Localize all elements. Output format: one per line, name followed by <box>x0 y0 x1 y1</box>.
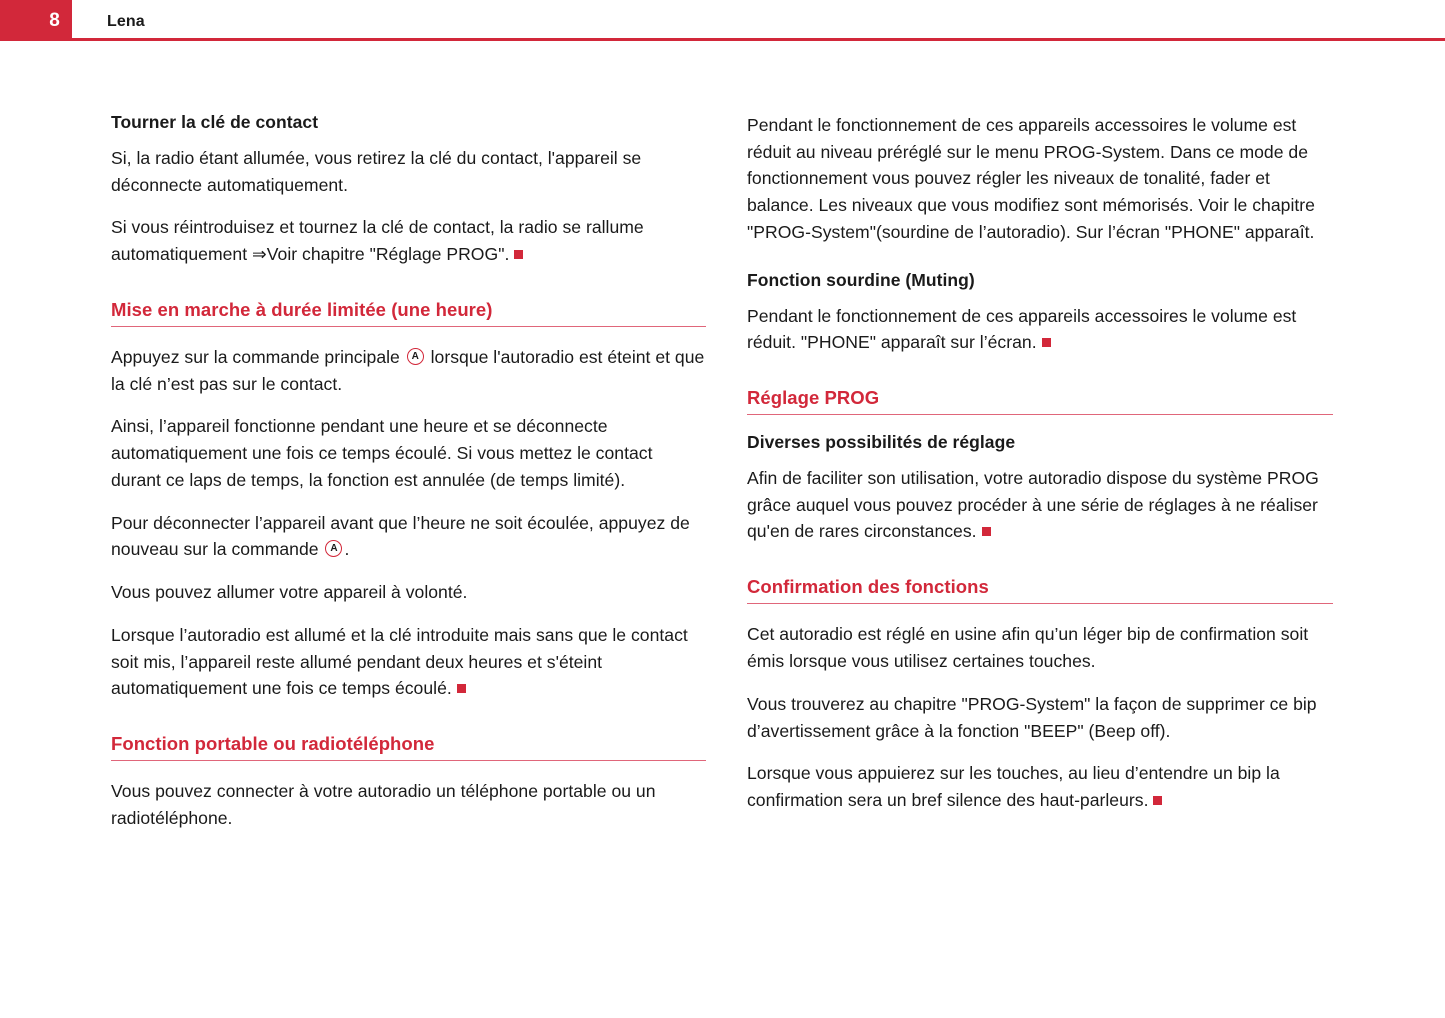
paragraph-systeme-prog <box>747 465 1333 545</box>
left-column <box>111 112 706 832</box>
paragraph-text: Pendant le fonctionnement de ces appareils accessoires le volume est réduit. "PHONE" apparaît sur l’écran. <box>747 305 1297 353</box>
paragraph-text-part2: lorsque l'autoradio est éteint et que la clé n’est pas sur le contact. <box>111 346 705 394</box>
paragraph-reintroduction-cle <box>111 214 706 267</box>
sub-heading-fonction-sourdine: Fonction sourdine (Muting) <box>747 269 975 290</box>
paragraph-bip-confirmation: Cet autoradio est réglé en usine afin qu’un léger bip de confirmation soit émis lorsque vous utilisez certaines touches. <box>747 624 1309 672</box>
paragraph-volume-reduit-prereglage: Pendant le fonctionnement de ces appareils accessoires le volume est réduit au niveau préréglé sur le menu PROG-System. Dans ce mode de fonctionnement vous pouvez régler les niveaux de tonalité, fader et balance. Les niveaux que vous modifiez sont mémorisés. Voir le chapitre "PROG-System"(sourdine de l’autoradio). Sur l’écran "PHONE" apparaît. <box>747 115 1315 242</box>
section-heading-fonction-portable: Fonction portable ou radiotéléphone <box>111 733 435 755</box>
page-number: 8 <box>49 10 60 31</box>
paragraph-supprimer-bip: Vous trouverez au chapitre "PROG-System" la façon de supprimer ce bip d’avertissement grâce à la fonction "BEEP" (Beep off). <box>747 693 1317 741</box>
circled-a-letter: A <box>330 543 338 555</box>
paragraph-fonctionnement-une-heure: Ainsi, l’appareil fonctionne pendant une heure et se déconnecte automatiquement une fois ce temps écoulé. Si vous mettez le contact durant ce laps de temps, la fonction est annulée (de temps limité). <box>111 416 653 490</box>
paragraph-connecter-telephone: Vous pouvez connecter à votre autoradio un téléphone portable ou un radiotéléphone. <box>111 781 656 828</box>
paragraph-bref-silence <box>747 760 1333 813</box>
sub-heading-diverses-possibilites: Diverses possibilités de réglage <box>747 432 1016 453</box>
section-heading-confirmation-des-fonctions: Confirmation des fonctions <box>747 576 989 598</box>
sub-heading-tourner-la-cle: Tourner la clé de contact <box>111 112 319 132</box>
end-of-section-square-icon <box>457 684 466 693</box>
paragraph-text-part1: Si vous réintroduisez et tournez la clé de contact, la radio se rallume automatiquement <box>111 217 644 265</box>
paragraph-volume-reduit-phone <box>747 303 1333 356</box>
paragraph-text-part1: Appuyez sur la commande principale <box>111 346 405 367</box>
section-heading-mise-en-marche-wrap <box>111 298 706 327</box>
section-heading-mise-en-marche: Mise en marche à durée limitée (une heure) <box>111 298 493 320</box>
paragraph-text: Lorsque vous appuierez sur les touches, au lieu d’entendre un bip la confirmation sera un bref silence des haut-parleurs. <box>747 763 1280 811</box>
paragraph-text: Afin de faciliter son utilisation, votre autoradio dispose du système PROG grâce auquel vous pouvez procéder à une série de réglages à ne réaliser qu'en de rares circonstances. <box>747 468 1319 542</box>
end-of-section-square-icon <box>982 527 991 536</box>
paragraph-retrait-cle <box>111 145 706 198</box>
section-heading-reglage-prog-wrap <box>747 386 1333 415</box>
section-heading-reglage-prog: Réglage PROG <box>747 387 880 409</box>
paragraph-text-part2: . <box>344 539 350 560</box>
end-of-section-square-icon <box>1153 796 1162 805</box>
circled-a-icon <box>325 540 342 557</box>
circled-a-letter: A <box>411 350 419 362</box>
arrow-right-icon: ⇒ <box>252 244 267 265</box>
page-title: Lena <box>107 13 145 30</box>
paragraph-deux-heures <box>111 622 706 702</box>
paragraph-text-part1: Pour déconnecter l’appareil avant que l’heure ne soit écoulée, appuyez de nouveau sur la commande <box>111 512 690 560</box>
circled-a-icon <box>407 348 424 365</box>
section-heading-fonction-portable-wrap <box>111 732 706 761</box>
end-of-section-square-icon <box>1042 338 1051 347</box>
section-heading-confirmation-wrap <box>747 575 1333 604</box>
end-of-section-square-icon <box>514 250 523 259</box>
paragraph-deconnecter-avant-heure <box>111 510 706 563</box>
header-divider <box>0 38 1445 41</box>
paragraph-text: Si, la radio étant allumée, vous retirez la clé du contact, l'appareil se déconnecte automatiquement. <box>111 147 642 195</box>
paragraph-appuyez-commande <box>111 344 706 397</box>
page-number-block <box>0 0 72 41</box>
paragraph-allumer-a-volonte: Vous pouvez allumer votre appareil à volonté. <box>111 582 468 603</box>
right-column <box>747 112 1333 814</box>
paragraph-text: Lorsque l’autoradio est allumé et la clé introduite mais sans que le contact soit mis, l’appareil reste allumé pendant deux heures et s'éteint automatiquement une fois ce temps écoulé. <box>111 624 688 699</box>
paragraph-text-part2: Voir chapitre "Réglage PROG". <box>266 244 510 265</box>
page-header <box>0 0 1445 41</box>
